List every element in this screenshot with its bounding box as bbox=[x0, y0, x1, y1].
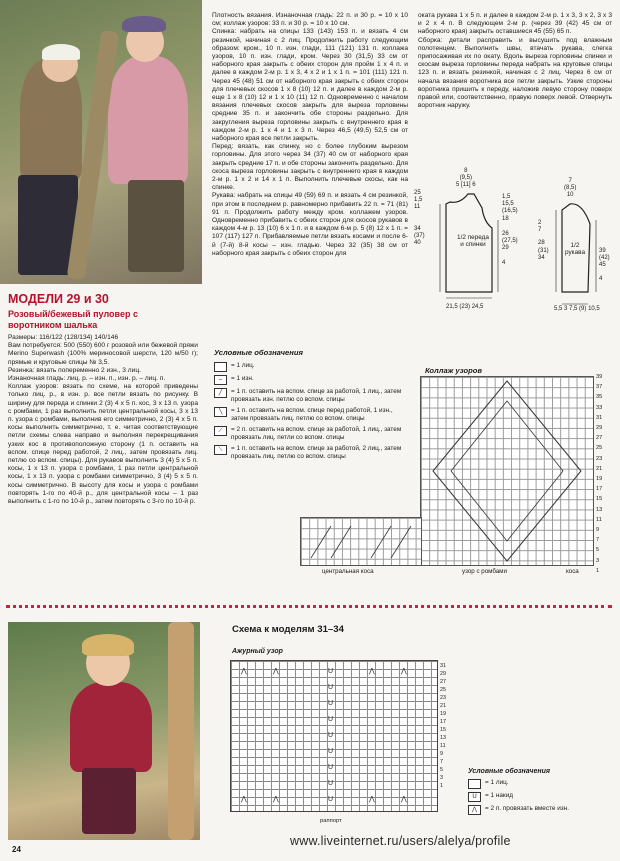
assembly-text: Сборка: детали расправить и высушить под влажным полотенцем. Выполнить швы, втачать рукава, слегка припосаживая их по окату. Вдоль выреза горловины спинки и скосам выреза горловины переда набрать на круговые спицы 123 п. и вязать резинкой, начиная с 2 лиц. Через 6 см от начала вязания воротника все петли закрыть. Узкие стороны воротника пришить к переду, наложив левую сторону поверх правой или, соответственно, правую поверх левой. Отвернуть воротник наружу. bbox=[418, 36, 612, 110]
sleeve-label: 1/2 рукава bbox=[564, 242, 586, 256]
svg-text:U: U bbox=[328, 748, 334, 755]
models-title: МОДЕЛИ 29 и 30 bbox=[8, 292, 109, 306]
instructions-column bbox=[212, 12, 408, 258]
sleeve-left-measures: 2 7 28 (31) 34 bbox=[538, 220, 549, 261]
symbol-cross-right-box: ╱ bbox=[214, 388, 227, 398]
repeat-label: раппорт bbox=[320, 818, 342, 824]
density-text: Плотность вязания. Изнаночная гладь: 22 п. и 30 р. = 10 x 10 см; коллаж узоров: 33 п. и 30 р. = 10 x 10 см. bbox=[212, 12, 408, 28]
back-text: Спинка: набрать на спицы 133 (143) 153 п. и вязать 4 см резинкой, начиная с 2 лиц. Продолжить работу следующим образом: кром., 10 п. изн. глади, 111 (121) 131 п. коллажа узоров, 10 п. изн. глади, кром. Через 30 (31,5) 33 см от наборного края закрыть с обеих сторон для пройм 1 x 4 п. и далее в каждом 2-м р. 1 x 3, 4 x 2 и 1 x 1 п. = 101 (111) 121 п. Через 45 (48) 51 см от наборного края закрыть с обеих сторон для плечевых скосов 1 x 8 (10) 12 п. и далее в каждом 2-м р. еще 1 x 8 (10) 12 и 1 x 10 (11) 12 п. Одновременно с началом вязания плечевых скосов закрыть для выреза горловины средние 35 п. и закончить обе стороны раздельно. Для закругления выреза горловины закрыть с внутреннего края в каждом 2-м р. 1 x 4 и 1 x 3 п. Через 46,5 (49,5) 52,5 см от наборного края все петли закрыть. bbox=[212, 28, 408, 143]
svg-text:U: U bbox=[328, 796, 334, 803]
legend-item: ⟋ = 2 п. оставить на вспом. спице за работой, 1 лиц., затем провязать лиц. петли со вспом. спицы bbox=[214, 426, 410, 442]
photo-girl-playground bbox=[8, 622, 200, 840]
chart-a-row-numbers: 39 37 35 33 31 29 27 25 23 21 19 17 15 13 11 9 7 5 3 1 bbox=[596, 374, 603, 574]
watermark-url[interactable]: www.liveinternet.ru/users/alelya/profile bbox=[290, 834, 511, 848]
top-measure: 8 (9,5) 5 [11] 6 bbox=[456, 168, 476, 188]
legend-a bbox=[214, 348, 410, 464]
chart-a-title: Коллаж узоров bbox=[425, 366, 482, 375]
openwork-pattern-title: Ажурный узор bbox=[232, 648, 283, 655]
svg-text:U: U bbox=[328, 700, 334, 707]
sizes-text: Размеры: 116/122 (128/134) 140/146 bbox=[8, 334, 119, 341]
svg-text:U: U bbox=[328, 764, 334, 771]
page-number: 24 bbox=[12, 845, 21, 854]
svg-text:⋀: ⋀ bbox=[273, 668, 279, 675]
svg-text:⋀: ⋀ bbox=[369, 796, 375, 803]
symbol-p2tog-box: ⋀ bbox=[468, 805, 481, 815]
models-description bbox=[8, 334, 198, 506]
svg-text:⋀: ⋀ bbox=[369, 668, 375, 675]
svg-text:U: U bbox=[328, 716, 334, 723]
symbol-purl-box: – bbox=[214, 375, 227, 385]
middle-measures: 1,5 15,5 (16,5) 18 26 (27,5) 29 4 bbox=[502, 194, 518, 267]
symbol-knit-box bbox=[214, 362, 227, 372]
front-text: Перед: вязать, как спинку, но с более глубоким вырезом горловины. Для этого через 34 (37) 40 см от наборного края закрыть средние 17 п. и обе стороны закончить раздельно. Для скоса выреза горловины закрыть с внутреннего края в каждом 2-м р. 1 x 2 и 14 x 1 п. Выполнить плечевые скосы, как на спинке. bbox=[212, 143, 408, 192]
legend-item: ⋀ = 2 п. провязать вместе изн. bbox=[468, 805, 608, 815]
svg-text:U: U bbox=[328, 684, 334, 691]
sleeve-right-measures: 39 (42) 45 4 bbox=[599, 248, 610, 282]
sleeves-text: Рукава: набрать на спицы 49 (59) 69 п. и вязать 4 см резинкой, при этом в последнем р. равномерно прибавить 22 п. = 71 (81) 91 п. Продолжить работу между кром. коллажем узоров. Одновременно прибавить с обеих сторон для скосов рукавов в каждом 4-м р. 13 (10) 6 x 1 п. и в каждом 6-м р. 5 (8) 12 x 1 п. = 107 (117) 127 п. Прибавляемые петли вязать косами и после 6-й (7-й) 8-й косы – изн. гладью. Через 32 (35) 38 см от наборного края закрыть с обеих сторон для bbox=[212, 192, 408, 257]
materials-text: Вам потребуется: 500 (550) 600 г розовой или бежевой пряжи Merino Superwash (100% мериносовой шерсти, 120 м/50 г); прямые и круговые спицы № 3,5. bbox=[8, 342, 198, 366]
central-cable-grid bbox=[300, 517, 422, 566]
scheme-b-title: Схема к моделям 31–34 bbox=[232, 624, 344, 635]
openwork-symbols bbox=[231, 661, 437, 811]
sleeve-cap-text: оката рукава 1 x 5 п. и далее в каждом 2-м р. 1 x 3, 3 x 2, 3 x 3 и 2 x 4 п. В следующем 2-м р. (через 39 (42) 45 см от наборного края) закрыть оставшиеся 45 (55) 65 п. bbox=[418, 12, 612, 36]
sleeve-bottom-measures: 5,5 3 7,5 (9) 10,5 bbox=[554, 306, 600, 312]
svg-text:⋀: ⋀ bbox=[401, 668, 407, 675]
legend-b bbox=[468, 768, 608, 818]
front-back-label: 1/2 переда и спинки bbox=[457, 234, 489, 248]
legend-item: ╱ = 1 п. оставить на вспом. спице за работой, 1 лиц., затем провязать изн. петлю со вспом. спицы bbox=[214, 388, 410, 404]
stockinette-text: Изнаночная гладь: лиц. р. – изн. п., изн. р. – лиц. п. bbox=[8, 375, 166, 383]
bottom-measures: 21,5 (23) 24,5 bbox=[446, 304, 484, 310]
svg-text:U: U bbox=[328, 668, 334, 675]
diamond-pattern bbox=[421, 377, 593, 565]
symbol-yarnover-box: U bbox=[468, 792, 481, 802]
left-measures: 25 1,5 11 34 (37) 40 bbox=[414, 190, 425, 247]
legend-item: = 1 лиц. bbox=[468, 779, 608, 789]
svg-text:⋀: ⋀ bbox=[241, 796, 247, 803]
pattern-collage-text: Коллаж узоров: вязать по схеме, на которой приведены только лиц. р., в изн. р. все петли вязать по рисунку. В ширину для переда и спинки 2 (3) 4 x 5 п. кос, 3 x 13 п. узора с ромбами, 1 раз выполнить петли центральной косы, 3 x 13 п. узора с ромбами, выполнив его симметрично, 2 (3) 4 x 5 п. косы выполнить симметрично, т. е. читая соответствующие петли схемы слева направо и выполняя перекрещивания узких кос в противоположную сторону (1 п. оставить на вспом. спице перед работой, 2 лиц., затем провязать лиц. петлю со вспом. спицы). Для рукавов выполнить 3 (4) 5 x 5 п. косы, 1 x 13 п. узора с ромбами, 1 раз петли центральной косы, 1 x 13 п. узора с ромбами симметрично, 3 (4) 5 x 5 п. косы симметрично. В высоту для косы и узора с ромбами повторять 1-го по 40-й р., для центральной косы – 1 раз выполнить с 1-го по 10-й р., затем повторять с 3-го по 10-й р. bbox=[8, 383, 198, 506]
instructions-right-column bbox=[418, 12, 612, 110]
legend-a-title: Условные обозначения bbox=[214, 348, 303, 357]
svg-text:⋀: ⋀ bbox=[273, 796, 279, 803]
svg-text:U: U bbox=[328, 732, 334, 739]
legend-item: – = 1 изн. bbox=[214, 375, 410, 385]
garment-schematic bbox=[412, 164, 620, 334]
symbol-cable-right-box: ⟋ bbox=[214, 426, 227, 436]
photo-children-pullovers bbox=[0, 0, 202, 284]
symbol-cross-left-box: ╲ bbox=[214, 407, 227, 417]
label-diamond-pattern: узор с ромбами bbox=[462, 568, 507, 575]
legend-item: ╲ = 1 п. оставить на вспом. спице перед работой, 1 изн., затем провязать лиц. петлю со вспом. спицы bbox=[214, 407, 410, 423]
openwork-row-numbers: 31 29 27 25 23 21 19 17 15 13 11 9 7 5 3 1 bbox=[440, 663, 446, 789]
label-cable: коса bbox=[566, 568, 579, 575]
chart-a-grid bbox=[420, 376, 594, 566]
models-subtitle: Розовый/бежевый пуловер с воротником шалька bbox=[8, 309, 138, 330]
legend-item: U = 1 накид bbox=[468, 792, 608, 802]
svg-text:⋀: ⋀ bbox=[401, 796, 407, 803]
central-cable-pattern bbox=[301, 518, 421, 565]
label-central-cable: центральная коса bbox=[322, 568, 374, 575]
svg-text:⋀: ⋀ bbox=[241, 668, 247, 675]
openwork-grid bbox=[230, 660, 438, 812]
sleeve-top-measure: 7 (8,5) 10 bbox=[564, 178, 577, 198]
symbol-knit-box bbox=[468, 779, 481, 789]
svg-text:U: U bbox=[328, 780, 334, 787]
section-divider bbox=[6, 605, 612, 608]
legend-item: = 1 лиц. bbox=[214, 362, 410, 372]
rib-text: Резинка: вязать попеременно 2 изн., 3 лиц. bbox=[8, 366, 141, 374]
legend-b-title: Условные обозначения bbox=[468, 768, 551, 775]
legend-item: ⟍ = 1 п. оставить на вспом. спице за работой, 2 лиц., затем провязать лиц. петлю со вспом. спицы bbox=[214, 445, 410, 461]
symbol-cable-left-box: ⟍ bbox=[214, 445, 227, 455]
